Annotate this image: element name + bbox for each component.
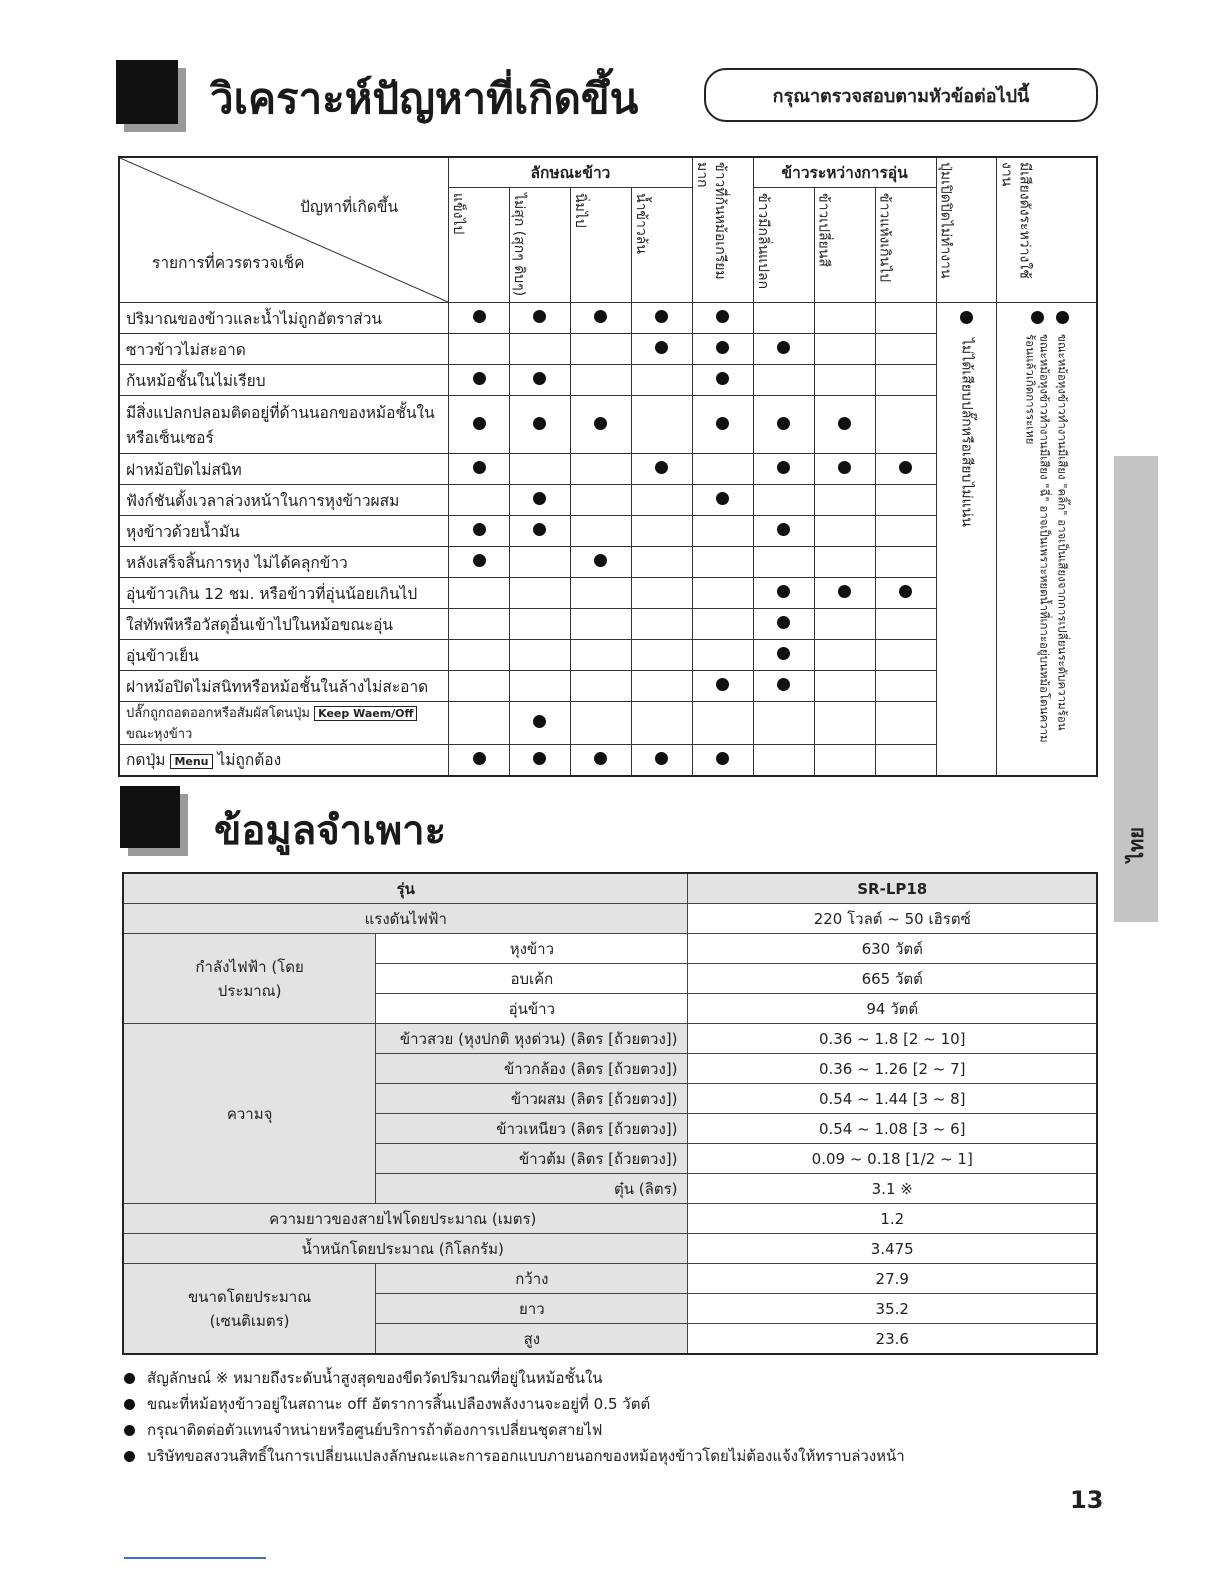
mark-cell bbox=[875, 303, 936, 334]
mark-cell bbox=[570, 334, 631, 365]
mark-cell bbox=[449, 516, 510, 547]
mark-cell bbox=[692, 303, 753, 334]
check-dot-icon bbox=[533, 372, 546, 385]
spec-model-label: รุ่น bbox=[123, 873, 688, 904]
mark-cell bbox=[631, 485, 692, 516]
mark-cell bbox=[814, 671, 875, 702]
section-title-troubleshooting: วิเคราะห์ปัญหาที่เกิดขึ้น bbox=[210, 74, 639, 123]
col-header-rice-4: น้ำข้าวล้น bbox=[631, 188, 692, 303]
check-dot-icon bbox=[777, 616, 790, 629]
noise-cause-cell: ขณะหม้อหุงข้าวทำงานมีเสียง "คลิ๊ก" อาจเป็นเสียงจากการเปลี่ยนระดับความร้อน ขณะหม้อหุงข้าวทำงานมีเสียง "ฉี่" อาจเป็นเพราะหยดน้ำที่เกาะอยู่บนหม้อโดนความร้อนแล้วเกิดการระเหย bbox=[997, 303, 1097, 776]
col-header-noise: มีเสียงดังระหว่างใช้งาน bbox=[997, 157, 1097, 303]
mark-cell bbox=[570, 365, 631, 396]
check-dot-icon bbox=[533, 310, 546, 323]
table-row bbox=[119, 303, 1097, 334]
spec-power-item: อุ่นข้าว bbox=[376, 994, 688, 1024]
col-header-rice-2: ไม่สุก (สุกๆ ดิบๆ) bbox=[510, 188, 571, 303]
mark-cell bbox=[631, 516, 692, 547]
check-note-pill: กรุณาตรวจสอบตามหัวข้อต่อไปนี้ bbox=[704, 68, 1098, 122]
mark-cell bbox=[570, 516, 631, 547]
check-dot-icon bbox=[777, 461, 790, 474]
check-dot-icon bbox=[533, 715, 546, 728]
col-header-warm-1: ข้าวมีกลิ่นแปลก bbox=[753, 188, 814, 303]
spec-cord-value: 1.2 bbox=[688, 1204, 1097, 1234]
row-label: ปริมาณของข้าวและน้ำไม่ถูกอัตราส่วน bbox=[119, 303, 449, 334]
mark-cell bbox=[449, 396, 510, 454]
spec-voltage-label: แรงดันไฟฟ้า bbox=[123, 904, 688, 934]
mark-cell bbox=[510, 303, 571, 334]
mark-cell bbox=[875, 334, 936, 365]
mark-cell bbox=[753, 516, 814, 547]
mark-cell bbox=[510, 485, 571, 516]
spec-power-value: 94 วัตต์ bbox=[688, 994, 1097, 1024]
mark-cell bbox=[692, 609, 753, 640]
mark-cell bbox=[570, 303, 631, 334]
note-item: บริษัทขอสงวนสิทธิ์ในการเปลี่ยนแปลงลักษณะและการออกแบบภายนอกของหม้อหุงข้าวโดยไม่ต้องแจ้งให้ทราบล่วงหน้า bbox=[124, 1444, 905, 1468]
bullet-icon bbox=[124, 1425, 135, 1436]
mark-cell bbox=[449, 365, 510, 396]
spec-size-item: ยาว bbox=[376, 1294, 688, 1324]
row-label: มีสิ่งแปลกปลอมติดอยู่ที่ด้านนอกของหม้อชั้นในหรือเซ็นเซอร์ bbox=[119, 396, 449, 454]
mark-cell bbox=[631, 609, 692, 640]
button-key-label: Keep Waem/Off bbox=[314, 706, 417, 721]
mark-cell bbox=[570, 671, 631, 702]
spec-size-value: 23.6 bbox=[688, 1324, 1097, 1355]
check-dot-icon bbox=[594, 752, 607, 765]
spec-power-label: กำลังไฟฟ้า (โดยประมาณ) bbox=[123, 934, 376, 1024]
spec-power-value: 630 วัตต์ bbox=[688, 934, 1097, 964]
spec-power-value: 665 วัตต์ bbox=[688, 964, 1097, 994]
button-key-label: Menu bbox=[170, 754, 212, 769]
group-warming: ข้าวระหว่างการอุ่น bbox=[753, 157, 936, 188]
mark-cell bbox=[814, 745, 875, 776]
row-label: หลังเสร็จสิ้นการหุง ไม่ได้คลุกข้าว bbox=[119, 547, 449, 578]
spec-capacity-item: ตุ๋น (ลิตร) bbox=[376, 1174, 688, 1204]
mark-cell bbox=[631, 365, 692, 396]
mark-cell bbox=[449, 702, 510, 745]
check-dot-icon bbox=[473, 752, 486, 765]
check-dot-icon bbox=[777, 341, 790, 354]
mark-cell bbox=[875, 516, 936, 547]
section-title-specifications: ข้อมูลจำเพาะ bbox=[214, 807, 447, 854]
spec-capacity-item: ข้าวสวย (หุงปกติ หุงด่วน) (ลิตร [ถ้วยตวง]) bbox=[376, 1024, 688, 1054]
spec-capacity-item: ข้าวกล้อง (ลิตร [ถ้วยตวง]) bbox=[376, 1054, 688, 1084]
mark-cell bbox=[570, 547, 631, 578]
mark-cell bbox=[449, 609, 510, 640]
mark-cell bbox=[814, 547, 875, 578]
spec-size-value: 35.2 bbox=[688, 1294, 1097, 1324]
col-header-power: ปุ่มเปิดปิดไม่ทำงาน bbox=[936, 157, 997, 303]
table-corner-cell bbox=[119, 157, 449, 303]
check-dot-icon bbox=[533, 492, 546, 505]
check-dot-icon bbox=[777, 678, 790, 691]
check-dot-icon bbox=[655, 752, 668, 765]
check-dot-icon bbox=[716, 372, 729, 385]
mark-cell bbox=[449, 454, 510, 485]
row-label: ปลั๊กถูกถอดออกหรือสัมผัสโดนปุ่ม Keep Waem/Off ขณะหุงข้าว bbox=[119, 702, 449, 745]
mark-cell bbox=[875, 485, 936, 516]
mark-cell bbox=[692, 640, 753, 671]
row-label: ฝาหม้อปิดไม่สนิทหรือหม้อชั้นในล้างไม่สะอาด bbox=[119, 671, 449, 702]
mark-cell bbox=[692, 547, 753, 578]
mark-cell bbox=[814, 303, 875, 334]
mark-cell bbox=[449, 745, 510, 776]
mark-cell bbox=[753, 671, 814, 702]
mark-cell bbox=[875, 365, 936, 396]
row-label: กดปุ่ม Menu ไม่ถูกต้อง bbox=[119, 745, 449, 776]
spec-capacity-value: 0.54 ~ 1.08 [3 ~ 6] bbox=[688, 1114, 1097, 1144]
mark-cell bbox=[875, 609, 936, 640]
mark-cell bbox=[814, 485, 875, 516]
mark-cell bbox=[692, 578, 753, 609]
col-header-rice-3: นิ่มไป bbox=[570, 188, 631, 303]
spec-model-value: SR-LP18 bbox=[688, 873, 1097, 904]
mark-cell bbox=[814, 578, 875, 609]
check-dot-icon bbox=[777, 647, 790, 660]
bullet-icon bbox=[124, 1373, 135, 1384]
mark-cell bbox=[570, 396, 631, 454]
power-cause-cell: ไม่ได้เสียบปลั๊กหรือเสียบไม่แน่น bbox=[936, 303, 997, 776]
mark-cell bbox=[692, 396, 753, 454]
note-item: กรุณาติดต่อตัวแทนจำหน่ายหรือศูนย์บริการถ้าต้องการเปลี่ยนชุดสายไฟ bbox=[124, 1418, 602, 1442]
row-label: ใส่ทัพพีหรือวัสดุอื่นเข้าไปในหม้อขณะอุ่น bbox=[119, 609, 449, 640]
check-dot-icon bbox=[1056, 311, 1069, 324]
mark-cell bbox=[510, 640, 571, 671]
bullet-icon bbox=[124, 1451, 135, 1462]
corner-problem-label: ปัญหาที่เกิดขึ้น bbox=[299, 198, 399, 216]
check-dot-icon bbox=[838, 585, 851, 598]
mark-cell bbox=[875, 640, 936, 671]
col-header-warm-3: ข้าวแห้งเกินไป bbox=[875, 188, 936, 303]
mark-cell bbox=[570, 640, 631, 671]
mark-cell bbox=[631, 334, 692, 365]
mark-cell bbox=[753, 454, 814, 485]
mark-cell bbox=[753, 485, 814, 516]
mark-cell bbox=[570, 702, 631, 745]
check-dot-icon bbox=[899, 585, 912, 598]
check-dot-icon bbox=[533, 523, 546, 536]
spec-capacity-value: 0.36 ~ 1.8 [2 ~ 10] bbox=[688, 1024, 1097, 1054]
check-dot-icon bbox=[716, 341, 729, 354]
mark-cell bbox=[449, 671, 510, 702]
mark-cell bbox=[692, 745, 753, 776]
spec-power-item: หุงข้าว bbox=[376, 934, 688, 964]
check-dot-icon bbox=[533, 417, 546, 430]
mark-cell bbox=[814, 396, 875, 454]
mark-cell bbox=[814, 609, 875, 640]
check-dot-icon bbox=[594, 417, 607, 430]
check-dot-icon bbox=[838, 417, 851, 430]
col-header-rice-1: แข็งไป bbox=[449, 188, 510, 303]
check-dot-icon bbox=[716, 492, 729, 505]
mark-cell bbox=[510, 334, 571, 365]
mark-cell bbox=[631, 547, 692, 578]
row-label: อุ่นข้าวเย็น bbox=[119, 640, 449, 671]
mark-cell bbox=[570, 609, 631, 640]
mark-cell bbox=[753, 745, 814, 776]
group-rice-condition: ลักษณะข้าว bbox=[449, 157, 693, 188]
language-side-tab: ไทย bbox=[1114, 456, 1158, 922]
spec-capacity-value: 0.54 ~ 1.44 [3 ~ 8] bbox=[688, 1084, 1097, 1114]
mark-cell bbox=[692, 671, 753, 702]
mark-cell bbox=[510, 365, 571, 396]
spec-capacity-value: 0.09 ~ 0.18 [1/2 ~ 1] bbox=[688, 1144, 1097, 1174]
spec-capacity-item: ข้าวผสม (ลิตร [ถ้วยตวง]) bbox=[376, 1084, 688, 1114]
check-dot-icon bbox=[1031, 311, 1044, 324]
check-dot-icon bbox=[716, 310, 729, 323]
mark-cell bbox=[631, 303, 692, 334]
mark-cell bbox=[875, 578, 936, 609]
spec-power-item: อบเค้ก bbox=[376, 964, 688, 994]
mark-cell bbox=[510, 702, 571, 745]
check-dot-icon bbox=[473, 310, 486, 323]
check-dot-icon bbox=[473, 461, 486, 474]
check-dot-icon bbox=[960, 311, 973, 324]
mark-cell bbox=[875, 396, 936, 454]
mark-cell bbox=[449, 334, 510, 365]
mark-cell bbox=[692, 702, 753, 745]
check-dot-icon bbox=[655, 461, 668, 474]
check-dot-icon bbox=[473, 554, 486, 567]
mark-cell bbox=[631, 578, 692, 609]
section-marker bbox=[116, 60, 178, 124]
col-header-warm-2: ข้าวเปลี่ยนสี bbox=[814, 188, 875, 303]
note-item: สัญลักษณ์ ※ หมายถึงระดับน้ำสูงสุดของขีดวัดปริมาณที่อยู่ในหม้อชั้นใน bbox=[124, 1366, 603, 1390]
mark-cell bbox=[814, 516, 875, 547]
mark-cell bbox=[449, 578, 510, 609]
mark-cell bbox=[753, 334, 814, 365]
mark-cell bbox=[814, 640, 875, 671]
check-dot-icon bbox=[899, 461, 912, 474]
spec-weight-label: น้ำหนักโดยประมาณ (กิโลกรัม) bbox=[123, 1234, 688, 1264]
spec-size-label: ขนาดโดยประมาณ (เซนติเมตร) bbox=[123, 1264, 376, 1355]
mark-cell bbox=[631, 671, 692, 702]
row-label: ก้นหม้อชั้นในไม่เรียบ bbox=[119, 365, 449, 396]
check-dot-icon bbox=[716, 678, 729, 691]
row-label: ฝาหม้อปิดไม่สนิท bbox=[119, 454, 449, 485]
section-marker bbox=[120, 786, 180, 848]
mark-cell bbox=[510, 516, 571, 547]
mark-cell bbox=[692, 365, 753, 396]
mark-cell bbox=[510, 454, 571, 485]
page-number: 13 bbox=[1070, 1486, 1104, 1514]
mark-cell bbox=[875, 745, 936, 776]
mark-cell bbox=[814, 365, 875, 396]
mark-cell bbox=[753, 578, 814, 609]
mark-cell bbox=[814, 454, 875, 485]
mark-cell bbox=[692, 334, 753, 365]
mark-cell bbox=[692, 454, 753, 485]
spec-size-value: 27.9 bbox=[688, 1264, 1097, 1294]
check-dot-icon bbox=[777, 523, 790, 536]
mark-cell bbox=[753, 396, 814, 454]
mark-cell bbox=[570, 745, 631, 776]
mark-cell bbox=[753, 303, 814, 334]
mark-cell bbox=[631, 702, 692, 745]
mark-cell bbox=[631, 396, 692, 454]
check-dot-icon bbox=[473, 523, 486, 536]
check-dot-icon bbox=[473, 417, 486, 430]
check-dot-icon bbox=[594, 554, 607, 567]
mark-cell bbox=[875, 547, 936, 578]
mark-cell bbox=[875, 454, 936, 485]
mark-cell bbox=[631, 745, 692, 776]
mark-cell bbox=[449, 640, 510, 671]
mark-cell bbox=[510, 578, 571, 609]
row-label: ซาวข้าวไม่สะอาด bbox=[119, 334, 449, 365]
mark-cell bbox=[510, 745, 571, 776]
check-dot-icon bbox=[777, 585, 790, 598]
check-dot-icon bbox=[716, 752, 729, 765]
mark-cell bbox=[570, 485, 631, 516]
mark-cell bbox=[814, 334, 875, 365]
mark-cell bbox=[692, 516, 753, 547]
row-label: อุ่นข้าวเกิน 12 ชม. หรือข้าวที่อุ่นน้อยเกินไป bbox=[119, 578, 449, 609]
mark-cell bbox=[449, 547, 510, 578]
specification-table bbox=[122, 872, 1098, 1355]
row-label: หุงข้าวด้วยน้ำมัน bbox=[119, 516, 449, 547]
spec-weight-value: 3.475 bbox=[688, 1234, 1097, 1264]
mark-cell bbox=[510, 547, 571, 578]
mark-cell bbox=[875, 702, 936, 745]
check-dot-icon bbox=[716, 417, 729, 430]
mark-cell bbox=[753, 609, 814, 640]
spec-capacity-value: 3.1 ※ bbox=[688, 1174, 1097, 1204]
spec-capacity-item: ข้าวต้ม (ลิตร [ถ้วยตวง]) bbox=[376, 1144, 688, 1174]
mark-cell bbox=[510, 609, 571, 640]
check-dot-icon bbox=[533, 752, 546, 765]
spec-size-item: กว้าง bbox=[376, 1264, 688, 1294]
footer-rule bbox=[124, 1557, 266, 1559]
mark-cell bbox=[753, 547, 814, 578]
mark-cell bbox=[449, 485, 510, 516]
row-label: ฟังก์ชันตั้งเวลาล่วงหน้าในการหุงข้าวผสม bbox=[119, 485, 449, 516]
check-dot-icon bbox=[473, 372, 486, 385]
bullet-icon bbox=[124, 1399, 135, 1410]
troubleshooting-table bbox=[118, 156, 1098, 777]
corner-diagonal bbox=[120, 158, 448, 302]
mark-cell bbox=[814, 702, 875, 745]
check-dot-icon bbox=[655, 310, 668, 323]
check-dot-icon bbox=[777, 417, 790, 430]
mark-cell bbox=[570, 578, 631, 609]
mark-cell bbox=[631, 454, 692, 485]
spec-capacity-value: 0.36 ~ 1.26 [2 ~ 7] bbox=[688, 1054, 1097, 1084]
check-dot-icon bbox=[838, 461, 851, 474]
spec-capacity-item: ข้าวเหนียว (ลิตร [ถ้วยตวง]) bbox=[376, 1114, 688, 1144]
corner-check-label: รายการที่ควรตรวจเช็ค bbox=[152, 254, 305, 272]
mark-cell bbox=[570, 454, 631, 485]
mark-cell bbox=[631, 640, 692, 671]
mark-cell bbox=[510, 396, 571, 454]
mark-cell bbox=[692, 485, 753, 516]
spec-capacity-label: ความจุ bbox=[123, 1024, 376, 1204]
check-dot-icon bbox=[594, 310, 607, 323]
mark-cell bbox=[753, 365, 814, 396]
spec-voltage-value: 220 โวลต์ ~ 50 เฮิรตซ์ bbox=[688, 904, 1097, 934]
spec-size-item: สูง bbox=[376, 1324, 688, 1355]
mark-cell bbox=[753, 702, 814, 745]
mark-cell bbox=[753, 640, 814, 671]
col-header-bottom-burnt: ข้าวที่ก้นหม้อเกรียมมาก bbox=[692, 157, 753, 303]
mark-cell bbox=[510, 671, 571, 702]
mark-cell bbox=[449, 303, 510, 334]
spec-cord-label: ความยาวของสายไฟโดยประมาณ (เมตร) bbox=[123, 1204, 688, 1234]
check-dot-icon bbox=[655, 341, 668, 354]
note-item: ขณะที่หม้อหุงข้าวอยู่ในสถานะ off อัตราการสิ้นเปลืองพลังงานจะอยู่ที่ 0.5 วัตต์ bbox=[124, 1392, 650, 1416]
mark-cell bbox=[875, 671, 936, 702]
